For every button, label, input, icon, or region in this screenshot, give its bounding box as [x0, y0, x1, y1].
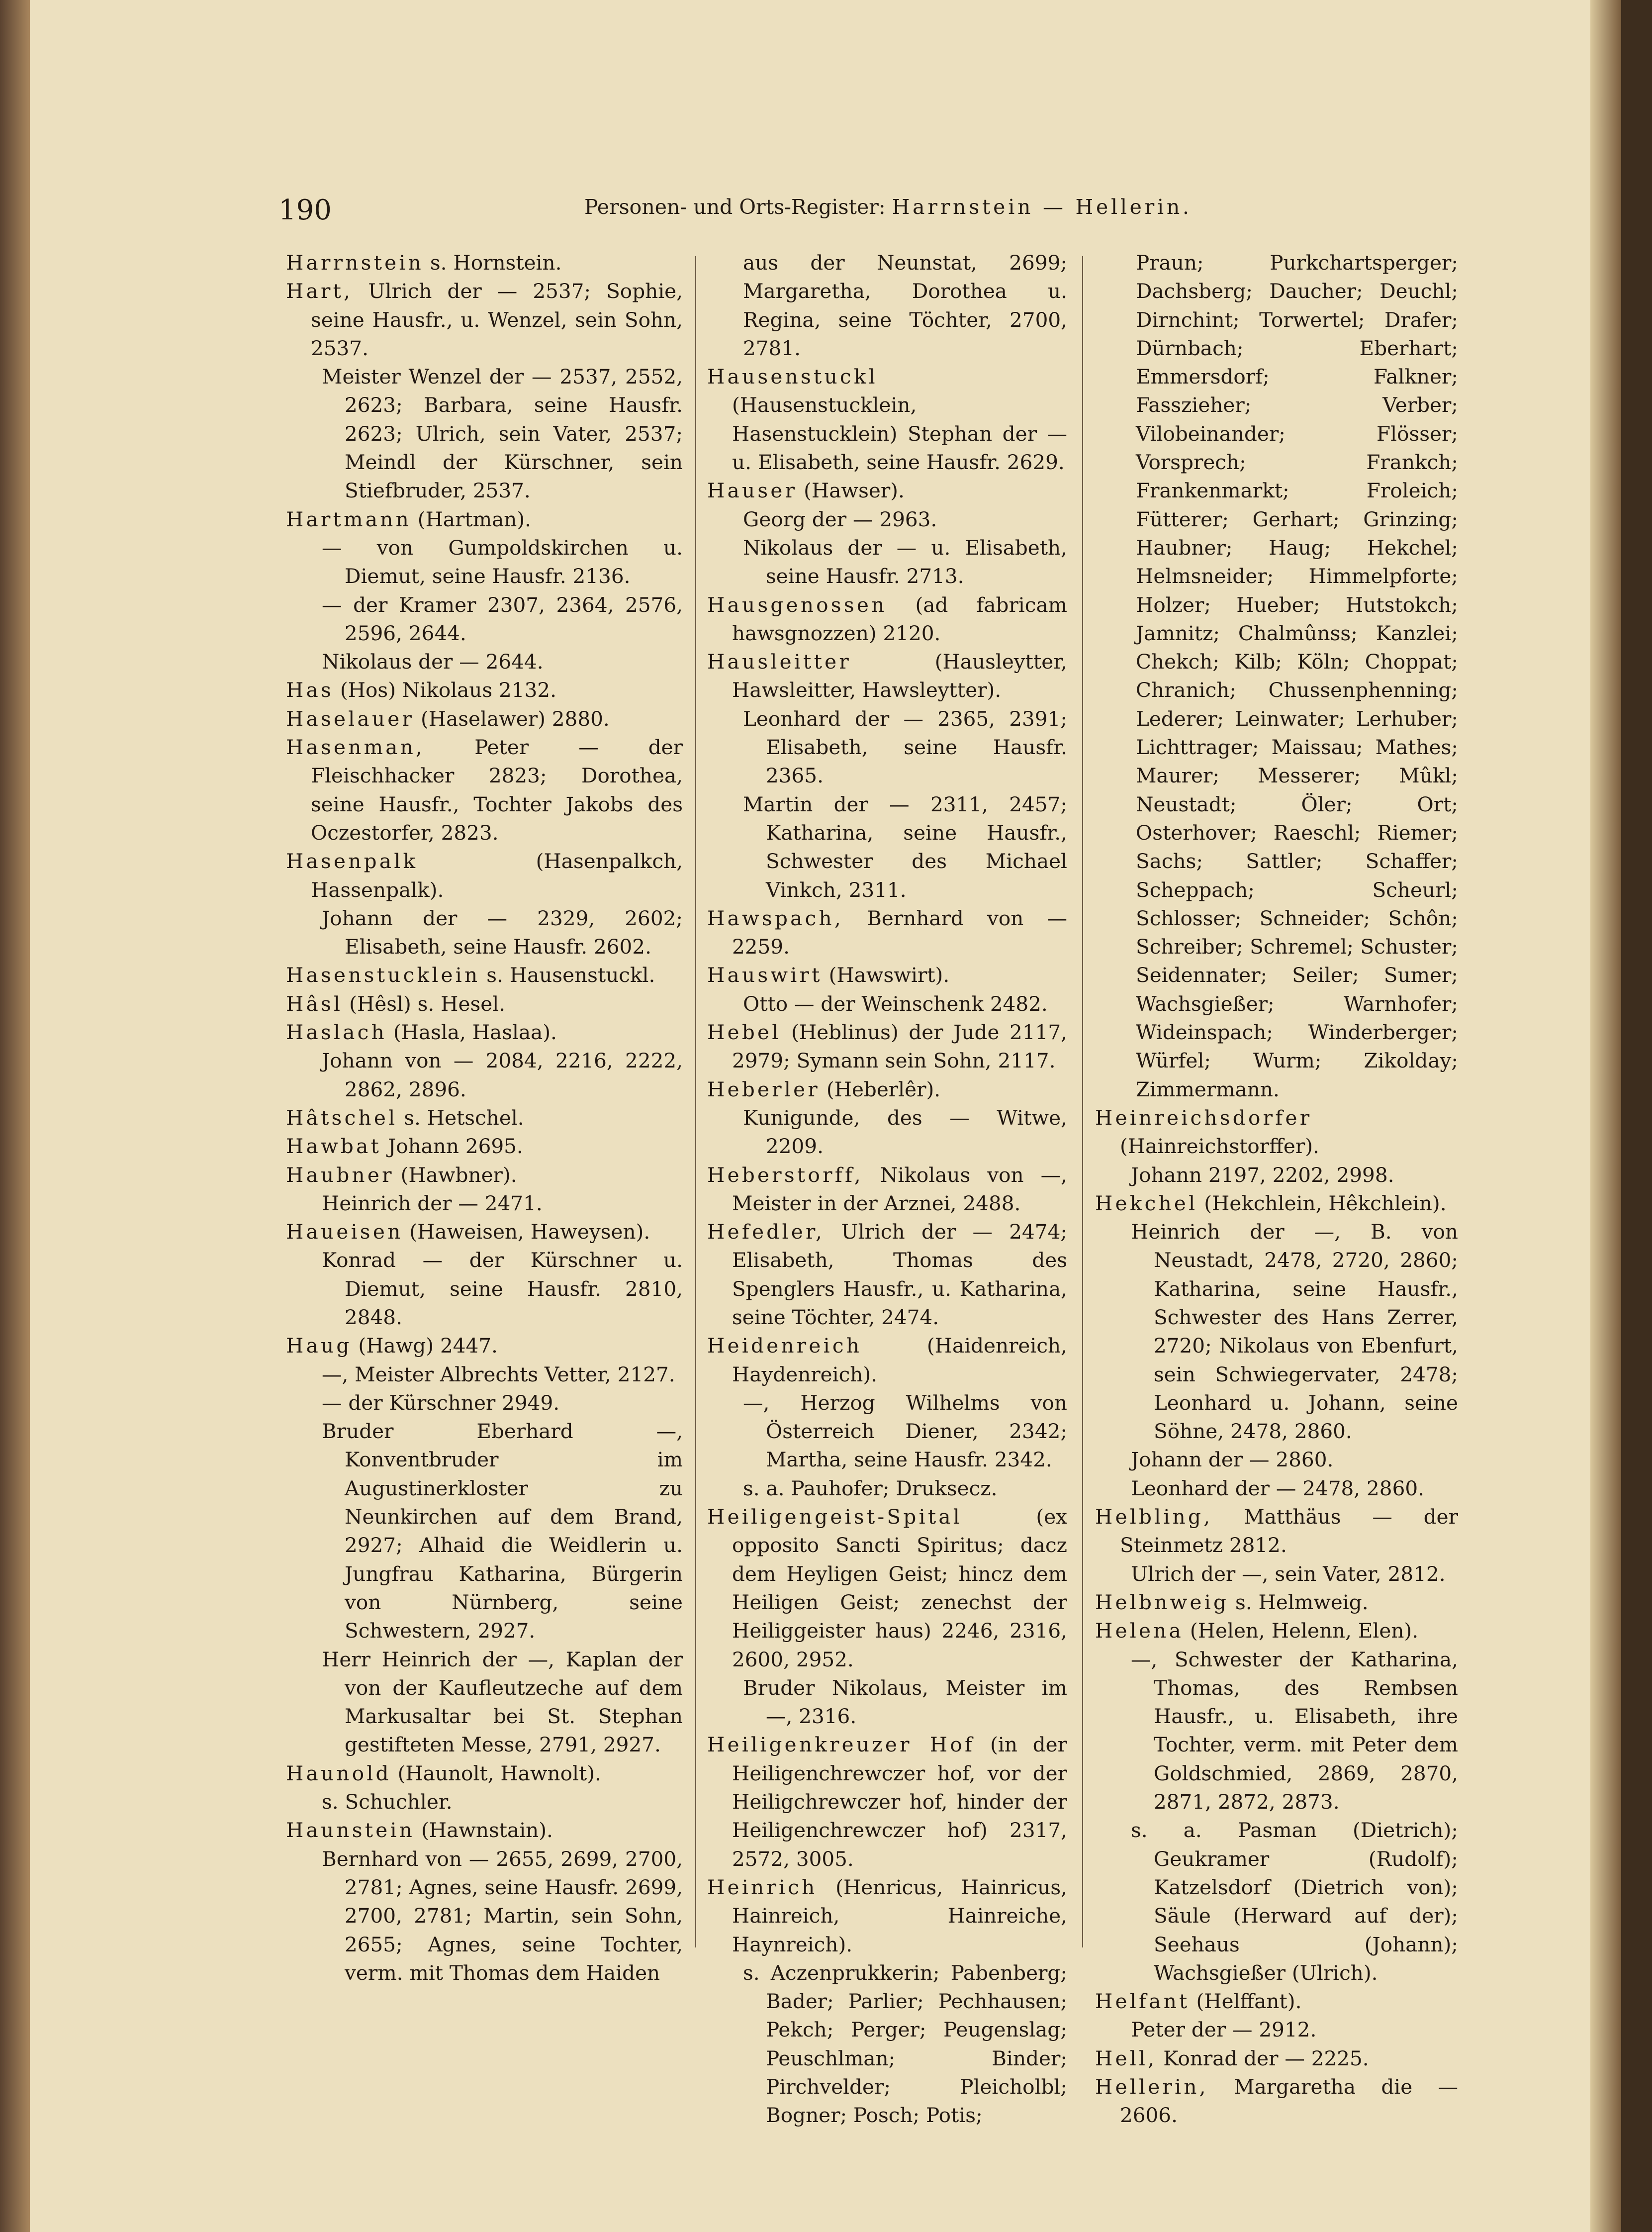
entry-text: (Haselawer) 2880. — [414, 706, 610, 731]
index-entry — [707, 363, 1067, 477]
entry-headword: Haug — [286, 1334, 352, 1358]
entry-headword: Helbnweig — [1095, 1590, 1229, 1614]
entry-text: Ulrich der —, sein Vater, 2812. — [1131, 1561, 1446, 1586]
book-page — [30, 0, 1621, 2232]
entry-text: (in der Heiligenchrewczer hof, vor der Heiligchrewczer hof, hinder der Heiligenchrewczer hof) 2317, 2572, 3005. — [732, 1733, 1067, 1871]
entry-text: (Haidenreich, Haydenreich). — [732, 1334, 1067, 1386]
entry-headword: Harrnstein — [286, 251, 424, 275]
entry-text: (Helen, Helenn, Elen). — [1184, 1619, 1419, 1643]
entry-text: Kunigunde, des — Witwe, 2209. — [743, 1105, 1067, 1159]
index-entry — [1095, 249, 1458, 1104]
entry-text: (Hêsl) s. Hesel. — [343, 991, 506, 1016]
entry-text: Peter — der Fleischhacker 2823; Dorothea, seine Hausfr., Tochter Jakobs des Oczestorfer, 2823. — [311, 735, 683, 845]
index-subentry — [286, 591, 683, 648]
next-page-edge — [1590, 0, 1621, 2232]
running-header-prefix: Personen- und Orts-Register: — [584, 195, 892, 219]
entry-headword: Helfant — [1095, 1989, 1190, 2014]
entry-headword: Hâsl — [286, 991, 343, 1016]
entry-headword: Haunold — [286, 1761, 391, 1785]
index-entry — [286, 1161, 683, 1189]
entry-text: Johann der — 2860. — [1131, 1448, 1334, 1472]
entry-text: Konrad — der Kürschner u. Diemut, seine Hausfr. 2810, 2848. — [322, 1248, 683, 1329]
index-entry — [286, 733, 683, 847]
index-subentry — [286, 1788, 683, 1816]
entry-headword: Hasenman, — [286, 735, 425, 760]
index-entry — [707, 904, 1067, 962]
index-entry — [286, 847, 683, 904]
entry-text: Georg der — 2963. — [743, 507, 937, 531]
entry-headword: Hausleitter — [707, 650, 851, 674]
entry-headword: Hartmann — [286, 507, 411, 531]
entry-headword: Helena — [1095, 1619, 1184, 1643]
entry-text: s. Schuchler. — [322, 1790, 453, 1814]
entry-text: Nikolaus von —, Meister in der Arznei, 2488. — [732, 1163, 1067, 1215]
entry-text: (Hawnstain). — [415, 1818, 553, 1843]
entry-text: (ex opposito Sancti Spiritus; dacz dem Heyligen Geist; hincz dem Heiligen Geist; zenechst der Heiliggeister haus) 2246, 2316, 2600, 2952. — [732, 1505, 1067, 1671]
index-subentry — [286, 534, 683, 591]
entry-text: (Hausleytter, Hawsleitter, Hawsleytter). — [732, 650, 1067, 702]
index-subentry — [286, 904, 683, 962]
entry-text: (Hasenpalkch, Hassenpalk). — [311, 849, 683, 902]
entry-headword: Hawspach, — [707, 906, 844, 930]
index-entry — [707, 1873, 1067, 1959]
index-entry — [286, 676, 683, 704]
index-entry — [1095, 1104, 1458, 1161]
entry-headword: Has — [286, 678, 334, 702]
entry-text: — der Kürschner 2949. — [322, 1390, 560, 1415]
index-column-1 — [286, 249, 683, 1987]
entry-text: (Hainreichstorffer). — [1120, 1134, 1319, 1159]
entry-text: Johann 2695. — [381, 1134, 523, 1159]
entry-text: s. Helmweig. — [1229, 1590, 1369, 1614]
index-subentry — [707, 505, 1067, 534]
entry-text: Otto — der Weinschenk 2482. — [743, 991, 1048, 1016]
entry-headword: Hawbat — [286, 1134, 382, 1159]
entry-text: (Hos) Nikolaus 2132. — [334, 678, 556, 702]
index-entry — [286, 1332, 683, 1360]
index-entry — [707, 1075, 1067, 1104]
index-entry — [286, 1759, 683, 1788]
index-entry — [286, 1104, 683, 1132]
entry-text: Leonhard der — 2478, 2860. — [1131, 1476, 1424, 1500]
index-subentry — [286, 1845, 683, 1987]
index-entry — [707, 249, 1067, 363]
entry-headword: Heiligengeist-Spital — [707, 1505, 963, 1529]
index-entry — [707, 591, 1067, 648]
entry-text: —, Meister Albrechts Vetter, 2127. — [322, 1362, 675, 1386]
column-divider — [695, 256, 696, 1947]
entry-text: (Hekchlein, Hêkchlein). — [1197, 1191, 1447, 1215]
index-entry — [707, 477, 1067, 505]
entry-headword: Haunstein — [286, 1818, 415, 1843]
index-entry — [707, 1018, 1067, 1075]
entry-headword: Hausgenossen — [707, 592, 887, 617]
entry-text: (Haunolt, Hawnolt). — [391, 1761, 601, 1785]
entry-headword: Hefedler, — [707, 1220, 825, 1244]
index-subentry — [286, 363, 683, 505]
entry-text: s. a. Pasman (Dietrich); Geukramer (Rudolf); Katzelsdorf (Dietrich von); Säule (Herward auf der); Seehaus (Johann); Wachsgießer (Ulrich). — [1131, 1818, 1458, 1985]
entry-headword: Hekchel — [1095, 1191, 1198, 1215]
index-subentry — [1095, 1446, 1458, 1474]
entry-text: (Hawswirt). — [822, 963, 950, 987]
index-column-3 — [1095, 249, 1458, 2130]
entry-text: Herr Heinrich der —, Kaplan der von der Kaufleutzeche auf dem Markusaltar bei St. Stephan gestifteten Messe, 2791, 2927. — [322, 1647, 683, 1757]
entry-text: Bruder Nikolaus, Meister im —, 2316. — [743, 1675, 1067, 1729]
index-subentry — [707, 1959, 1067, 2130]
entry-text: (Helffant). — [1190, 1989, 1302, 2014]
index-subentry — [1095, 1646, 1458, 1817]
index-entry — [707, 648, 1067, 705]
entry-headword: Hauser — [707, 479, 798, 503]
entry-text: — von Gumpoldskirchen u. Diemut, seine Hausfr. 2136. — [322, 535, 683, 588]
index-entry — [286, 961, 683, 989]
entry-text: aus der Neunstat, 2699; Margaretha, Dorothea u. Regina, seine Töchter, 2700, 2781. — [743, 251, 1067, 360]
index-subentry — [707, 790, 1067, 904]
page-number: 190 — [278, 194, 332, 226]
entry-text: Leonhard der — 2365, 2391; Elisabeth, seine Hausfr. 2365. — [743, 706, 1067, 788]
entry-text: Peter der — 2912. — [1131, 2018, 1317, 2042]
entry-text: s. Aczenprukkerin; Pabenberg; Bader; Parlier; Pechhausen; Pekch; Perger; Peugenslag; Peuschlman; Binder; Pirchvelder; Pleicholbl; Bogner; Posch; Potis; — [743, 1960, 1067, 2128]
column-divider — [1082, 256, 1083, 1947]
index-entry — [707, 1332, 1067, 1389]
entry-text: (Hausenstucklein, Hasenstucklein) Stephan der — u. Elisabeth, seine Hausfr. 2629. — [732, 393, 1067, 475]
entry-headword: Helbling, — [1095, 1505, 1213, 1529]
index-subentry — [707, 1674, 1067, 1731]
index-entry — [286, 1218, 683, 1246]
entry-text: (Hawg) 2447. — [352, 1334, 498, 1358]
index-subentry — [1095, 1218, 1458, 1446]
index-entry — [1095, 1987, 1458, 2016]
entry-text: Johann der — 2329, 2602; Elisabeth, seine Hausfr. 2602. — [322, 906, 683, 959]
index-entry — [707, 1161, 1067, 1218]
entry-text: s. Hetschel. — [397, 1105, 524, 1130]
entry-text: (Hawser). — [797, 479, 905, 503]
index-subentry — [707, 534, 1067, 591]
index-entry — [286, 249, 683, 277]
index-subentry — [286, 1360, 683, 1389]
entry-text: Nikolaus der — u. Elisabeth, seine Hausfr. 2713. — [743, 535, 1067, 588]
index-entry — [1095, 1189, 1458, 1218]
entry-text: Nikolaus der — 2644. — [322, 650, 544, 674]
entry-text: Meister Wenzel der — 2537, 2552, 2623; Barbara, seine Hausfr. 2623; Ulrich, sein Vater, 2537; Meindl der Kürschner, sein Stiefbruder, 2537. — [322, 365, 683, 503]
entry-headword: Heidenreich — [707, 1334, 862, 1358]
index-subentry — [286, 1047, 683, 1104]
index-subentry — [286, 1389, 683, 1417]
entry-text: (Henricus, Hainricus, Hainreich, Hainreiche, Haynreich). — [732, 1875, 1067, 1956]
index-column-2 — [707, 249, 1067, 2130]
entry-text: Heinrich der — 2471. — [322, 1191, 543, 1215]
entry-text: (ad fabricam hawsgnozzen) 2120. — [732, 592, 1067, 645]
index-subentry — [286, 1646, 683, 1759]
entry-headword: Hausenstuckl — [707, 365, 878, 389]
index-entry — [286, 505, 683, 534]
entry-text: s. a. Pauhofer; Druksecz. — [743, 1476, 998, 1500]
index-entry — [286, 277, 683, 363]
index-subentry — [707, 705, 1067, 790]
index-subentry — [286, 1189, 683, 1218]
entry-text: (Heblinus) der Jude 2117, 2979; Symann sein Sohn, 2117. — [732, 1020, 1067, 1073]
entry-headword: Heinrich — [707, 1875, 818, 1899]
index-entry — [707, 961, 1067, 989]
entry-text: Praun; Purkchartsperger; Dachsberg; Daucher; Deuchl; Dirnchint; Torwertel; Drafer; Dürnbach; Eberhart; Emmersdorf; Falkner; Fasszieher; Verber; Vilobeinander; Flösser; Vorsprech; Frankch; Frankenmarkt; Froleich; Fütterer; Gerhart; Grinzing; Haubner; Haug; Hekchel; Helmsneider; Himmelpforte; Holzer; Hueber; Hutstokch; Jamnitz; Chalmûnss; Kanzlei; Chekch; Kilb; Köln; Choppat; Chranich; Chussenphenning; Lederer; Leinwater; Lerhuber; Lichttrager; Maissau; Mathes; Maurer; Messerer; Mûkl; Neustadt; Öler; Ort; Osterhover; Raeschl; Riemer; Sachs; Sattler; Schaffer; Scheppach; Scheurl; Schlosser; Schneider; Schôn; Schreiber; Schremel; Schuster; Seidennater; Seiler; Sumer; Wachsgießer; Warnhofer; Wideinspach; Winderberger; Würfel; Wurm; Zikolday; Zimmermann. — [1136, 251, 1458, 1101]
entry-headword: Heinreichsdorfer — [1095, 1105, 1312, 1130]
entry-text: Johann von — 2084, 2216, 2222, 2862, 2896. — [322, 1049, 683, 1101]
index-entry — [286, 1018, 683, 1047]
entry-text: Bernhard von — 2259. — [732, 906, 1067, 959]
entry-text: Matthäus — der Steinmetz 2812. — [1120, 1505, 1458, 1557]
entry-headword: Hellerin, — [1095, 2075, 1208, 2099]
entry-text: Bruder Eberhard —, Konventbruder im Augustinerkloster zu Neunkirchen auf dem Brand, 2927; Alhaid die Weidlerin u. Jungfrau Katharina, Bürgerin von Nürnberg, seine Schwestern, 2927. — [322, 1419, 683, 1643]
index-subentry — [1095, 1161, 1458, 1189]
index-entry — [286, 705, 683, 733]
index-subentry — [1095, 2016, 1458, 2044]
entry-text: s. Hausenstuckl. — [480, 963, 655, 987]
index-subentry — [707, 1474, 1067, 1503]
index-entry — [286, 1816, 683, 1844]
entry-headword: Haselauer — [286, 706, 415, 731]
entry-headword: Heberstorff, — [707, 1163, 863, 1187]
entry-text: Margaretha die — 2606. — [1120, 2075, 1458, 2128]
entry-headword: Hasenpalk — [286, 849, 418, 873]
entry-text: s. Hornstein. — [423, 251, 562, 275]
entry-headword: Hâtschel — [286, 1105, 398, 1130]
entry-headword: Hart, — [286, 279, 353, 303]
index-entry — [707, 1218, 1067, 1332]
entry-text: Johann 2197, 2202, 2998. — [1131, 1163, 1394, 1187]
index-entry — [1095, 1588, 1458, 1617]
running-header — [584, 195, 1281, 219]
entry-text: — der Kramer 2307, 2364, 2576, 2596, 2644. — [322, 592, 683, 645]
entry-text: (Heberlêr). — [820, 1077, 941, 1101]
index-subentry — [1095, 1816, 1458, 1987]
index-subentry — [286, 1417, 683, 1645]
index-subentry — [1095, 1474, 1458, 1503]
index-entry — [286, 990, 683, 1018]
index-entry — [1095, 1617, 1458, 1645]
index-subentry — [286, 648, 683, 676]
entry-text: (Haweisen, Haweysen). — [403, 1220, 650, 1244]
index-entry — [707, 1503, 1067, 1674]
entry-text: —, Herzog Wilhelms von Österreich Diener, 2342; Martha, seine Hausfr. 2342. — [743, 1390, 1067, 1472]
running-header-range: Harrnstein — Hellerin. — [892, 195, 1192, 219]
entry-headword: Hauswirt — [707, 963, 823, 987]
index-entry — [1095, 1503, 1458, 1560]
index-subentry — [707, 990, 1067, 1018]
entry-text: (Hartman). — [411, 507, 532, 531]
entry-headword: Hasenstucklein — [286, 963, 480, 987]
entry-text: —, Schwester der Katharina, Thomas, des Rembsen Hausfr., u. Elisabeth, ihre Tochter, verm. mit Peter dem Goldschmied, 2869, 2870, 2871, 2872, 2873. — [1131, 1647, 1458, 1814]
entry-headword: Haueisen — [286, 1220, 403, 1244]
index-subentry — [286, 1246, 683, 1332]
index-subentry — [707, 1104, 1067, 1161]
index-subentry — [707, 1389, 1067, 1474]
entry-text: (Hasla, Haslaa). — [386, 1020, 557, 1045]
entry-text: Konrad der — 2225. — [1157, 2046, 1369, 2070]
entry-headword: Heberler — [707, 1077, 820, 1101]
entry-headword: Heiligenkreuzer Hof — [707, 1733, 975, 1757]
index-entry — [707, 1731, 1067, 1873]
binding-edge — [0, 0, 30, 2232]
index-entry — [286, 1132, 683, 1161]
entry-text: Martin der — 2311, 2457; Katharina, seine Hausfr., Schwester des Michael Vinkch, 2311. — [743, 792, 1067, 902]
entry-headword: Hebel — [707, 1020, 781, 1045]
entry-text: (Hawbner). — [394, 1163, 517, 1187]
index-entry — [1095, 2073, 1458, 2130]
entry-headword: Haslach — [286, 1020, 387, 1045]
entry-headword: Haubner — [286, 1163, 394, 1187]
entry-text: Heinrich der —, B. von Neustadt, 2478, 2720, 2860; Katharina, seine Hausfr., Schwester des Hans Zerrer, 2720; Nikolaus von Ebenfurt, sein Schwiegervater, 2478; Leonhard u. Johann, seine Söhne, 2478, 2860. — [1131, 1220, 1458, 1444]
index-subentry — [1095, 1560, 1458, 1588]
entry-text: Bernhard von — 2655, 2699, 2700, 2781; Agnes, seine Hausfr. 2699, 2700, 2781; Martin, sein Sohn, 2655; Agnes, seine Tochter, verm. mit Thomas dem Haiden — [322, 1846, 683, 1985]
entry-text: Ulrich der — 2537; Sophie, seine Hausfr., u. Wenzel, sein Sohn, 2537. — [311, 279, 683, 360]
index-entry — [1095, 2044, 1458, 2073]
entry-text: Ulrich der — 2474; Elisabeth, Thomas des Spenglers Hausfr., u. Katharina, seine Töchter, 2474. — [732, 1220, 1067, 1329]
entry-headword: Hell, — [1095, 2046, 1157, 2070]
